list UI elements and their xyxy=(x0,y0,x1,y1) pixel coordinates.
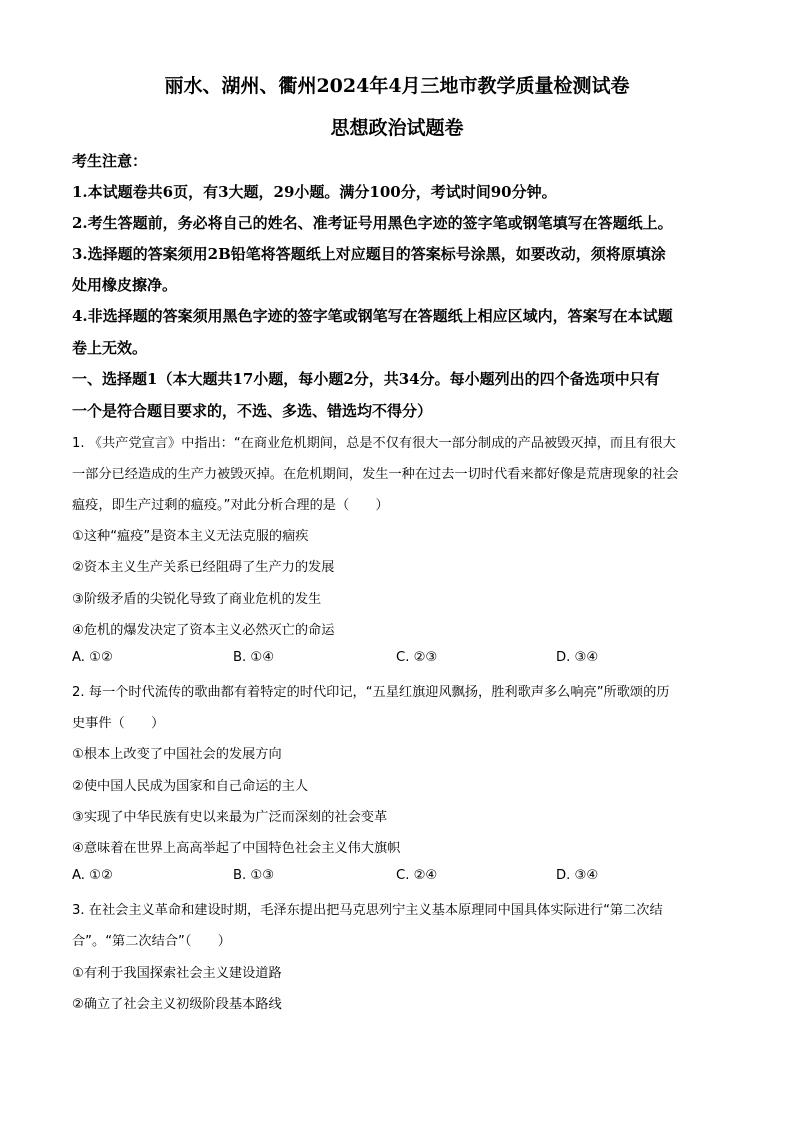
question-1-option-a[interactable]: A. ①② xyxy=(72,650,113,665)
question-2-stem-line-1: 2. 每一个时代流传的歌曲都有着特定的时代印记，“五星红旗迎风飘扬，胜利歌声多么响亮”所歌颂的历 xyxy=(72,685,670,700)
question-3-stem-line-1: 3. 在社会主义革命和建设时期，毛泽东提出把马克思列宁主义基本原理同中国具体实际进行“第二次结 xyxy=(72,903,663,918)
question-2-statement-1: ①根本上改变了中国社会的发展方向 xyxy=(72,747,282,762)
question-2-option-a[interactable]: A. ①② xyxy=(72,868,113,883)
question-1-option-d[interactable]: D. ③④ xyxy=(556,650,599,665)
question-2-statement-2: ②使中国人民成为国家和自己命运的主人 xyxy=(72,779,309,794)
question-1-option-c[interactable]: C. ②③ xyxy=(396,650,438,665)
question-2-option-c[interactable]: C. ②④ xyxy=(396,868,438,883)
section-heading-cont: 一个是符合题目要求的，不选、多选、错选均不得分） xyxy=(72,402,433,420)
notice-item-3-cont: 处用橡皮擦净。 xyxy=(72,276,178,294)
question-3-statement-2: ②确立了社会主义初级阶段基本路线 xyxy=(72,997,282,1012)
question-1-stem-line-1: 1. 《共产党宣言》中指出：“在商业危机期间，总是不仅有很大一部分制成的产品被毁灭掉，而且有很大 xyxy=(72,436,676,451)
exam-subtitle: 思想政治试题卷 xyxy=(330,117,464,139)
question-1-statement-1: ①这种“瘟疫”是资本主义无法克服的痼疾 xyxy=(72,529,309,544)
notice-item-1: 1.本试题卷共6页，有3大题，29小题。满分100分，考试时间90分钟。 xyxy=(72,183,557,201)
section-heading: 一、选择题1（本大题共17小题，每小题2分，共34分。每小题列出的四个备选项中只有 xyxy=(72,370,660,388)
question-1-statement-3: ③阶级矛盾的尖锐化导致了商业危机的发生 xyxy=(72,592,322,607)
question-2-option-b[interactable]: B. ①③ xyxy=(233,868,275,883)
question-2-statement-3: ③实现了中华民族有史以来最为广泛而深刻的社会变革 xyxy=(72,810,388,825)
notice-heading: 考生注意： xyxy=(72,152,148,170)
notice-item-3: 3.选择题的答案须用2B铅笔将答题纸上对应题目的答案标号涂黑，如要改动，须将原填涂 xyxy=(72,245,666,263)
question-3-statement-1: ①有利于我国探索社会主义建设道路 xyxy=(72,966,282,981)
notice-item-4-cont: 卷上无效。 xyxy=(72,339,148,357)
question-1-option-b[interactable]: B. ①④ xyxy=(233,650,275,665)
question-2-option-d[interactable]: D. ③④ xyxy=(556,868,599,883)
question-1-stem-line-2: 一部分已经造成的生产力被毁灭掉。在危机期间，发生一种在过去一切时代看来都好像是荒唐现象的社会 xyxy=(72,467,679,482)
notice-item-2: 2.考生答题前，务必将自己的姓名、准考证号用黑色字迹的签字笔或钢笔填写在答题纸上。 xyxy=(72,214,673,232)
question-1-statement-2: ②资本主义生产关系已经阻碍了生产力的发展 xyxy=(72,560,335,575)
question-3-stem-line-2: 合”。“第二次结合”（ ） xyxy=(72,934,231,949)
question-2-stem-line-2: 史事件（ ） xyxy=(72,716,165,731)
notice-item-4: 4.非选择题的答案须用黑色字迹的签字笔或钢笔写在答题纸上相应区域内，答案写在本试题 xyxy=(72,307,673,325)
exam-title: 丽水、湖州、衢州2024年4月三地市教学质量检测试卷 xyxy=(164,75,630,97)
question-2-statement-4: ④意味着在世界上高高举起了中国特色社会主义伟大旗帜 xyxy=(72,841,401,856)
question-1-stem-line-3: 瘟疫，即生产过剩的瘟疫。”对此分析合理的是（ ） xyxy=(72,498,389,513)
question-1-statement-4: ④危机的爆发决定了资本主义必然灭亡的命运 xyxy=(72,623,335,638)
